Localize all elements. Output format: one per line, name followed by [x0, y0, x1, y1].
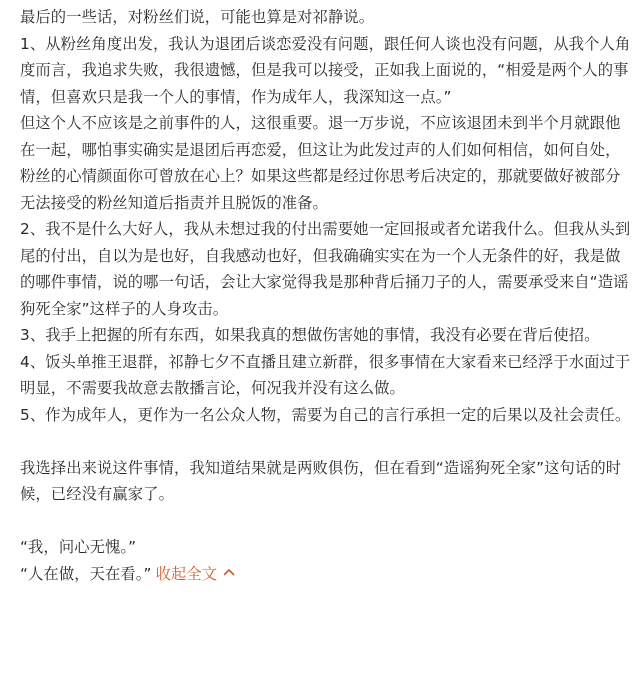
paragraph-spacer — [20, 428, 632, 455]
paragraph-quote-2: “人在做，天在看。” — [20, 564, 152, 583]
article-body — [20, 4, 632, 587]
paragraph-point-1-continued: 但这个人不应该是之前事件的人，这很重要。退一万步说，不应该退团未到半个月就跟他在一起，哪怕事实确实是退团后再恋爱，但这让为此发过声的人们如何相信，如何自处，粉丝的心情颜面你可曾放在心上？如果这些都是经过你思考后决定的，那就要做好被部分无法接受的粉丝知道后指责并且脱饭的准备。 — [20, 114, 621, 212]
paragraph-intro: 最后的一些话，对粉丝们说，可能也算是对祁静说。 — [20, 8, 375, 26]
paragraph-quote-2-line — [20, 561, 632, 588]
paragraph-spacer — [20, 508, 632, 535]
paragraph-quote-1: “我，问心无愧。” — [20, 538, 137, 556]
paragraph-point-3: 3、我手上把握的所有东西，如果我真的想做伤害她的事情，我没有必要在背后使招。 — [20, 326, 600, 344]
paragraph-point-4: 4、饭头单推王退群，祁静七夕不直播且建立新群，很多事情在大家看来已经浮于水面过于明显，不需要我故意去散播言论，何况我并没有这么做。 — [20, 352, 631, 397]
collapse-label[interactable]: 收起全文 — [155, 564, 218, 583]
paragraph-conclusion: 我选择出来说这件事情，我知道结果就是两败俱伤，但在看到“造谣狗死全家”这句话的时候，已经没有赢家了。 — [20, 458, 622, 503]
collapse-full-text-button[interactable] — [156, 565, 236, 583]
paragraph-point-2: 2、我不是什么大好人，我从未想过我的付出需要她一定回报或者允诺我什么。但我从头到尾的付出，自以为是也好，自我感动也好，但我确确实实在为一个人无条件的好，我是做的哪件事情，说的哪一句话，会让大家觉得我是那种背后捅刀子的人，需要承受来自“造谣狗死全家”这样子的人身攻击。 — [20, 220, 631, 318]
chevron-up-icon[interactable] — [223, 568, 235, 576]
paragraph-point-1: 1、从粉丝角度出发，我认为退团后谈恋爱没有问题，跟任何人谈也没有问题，从我个人角度而言，我追求失败，我很遗憾，但是我可以接受，正如我上面说的，“相爱是两个人的事情，但喜欢只是我一个人的事情，作为成年人，我深知这一点。” — [20, 34, 631, 106]
paragraph-point-5: 5、作为成年人，更作为一名公众人物，需要为自己的言行承担一定的后果以及社会责任。 — [20, 405, 631, 424]
